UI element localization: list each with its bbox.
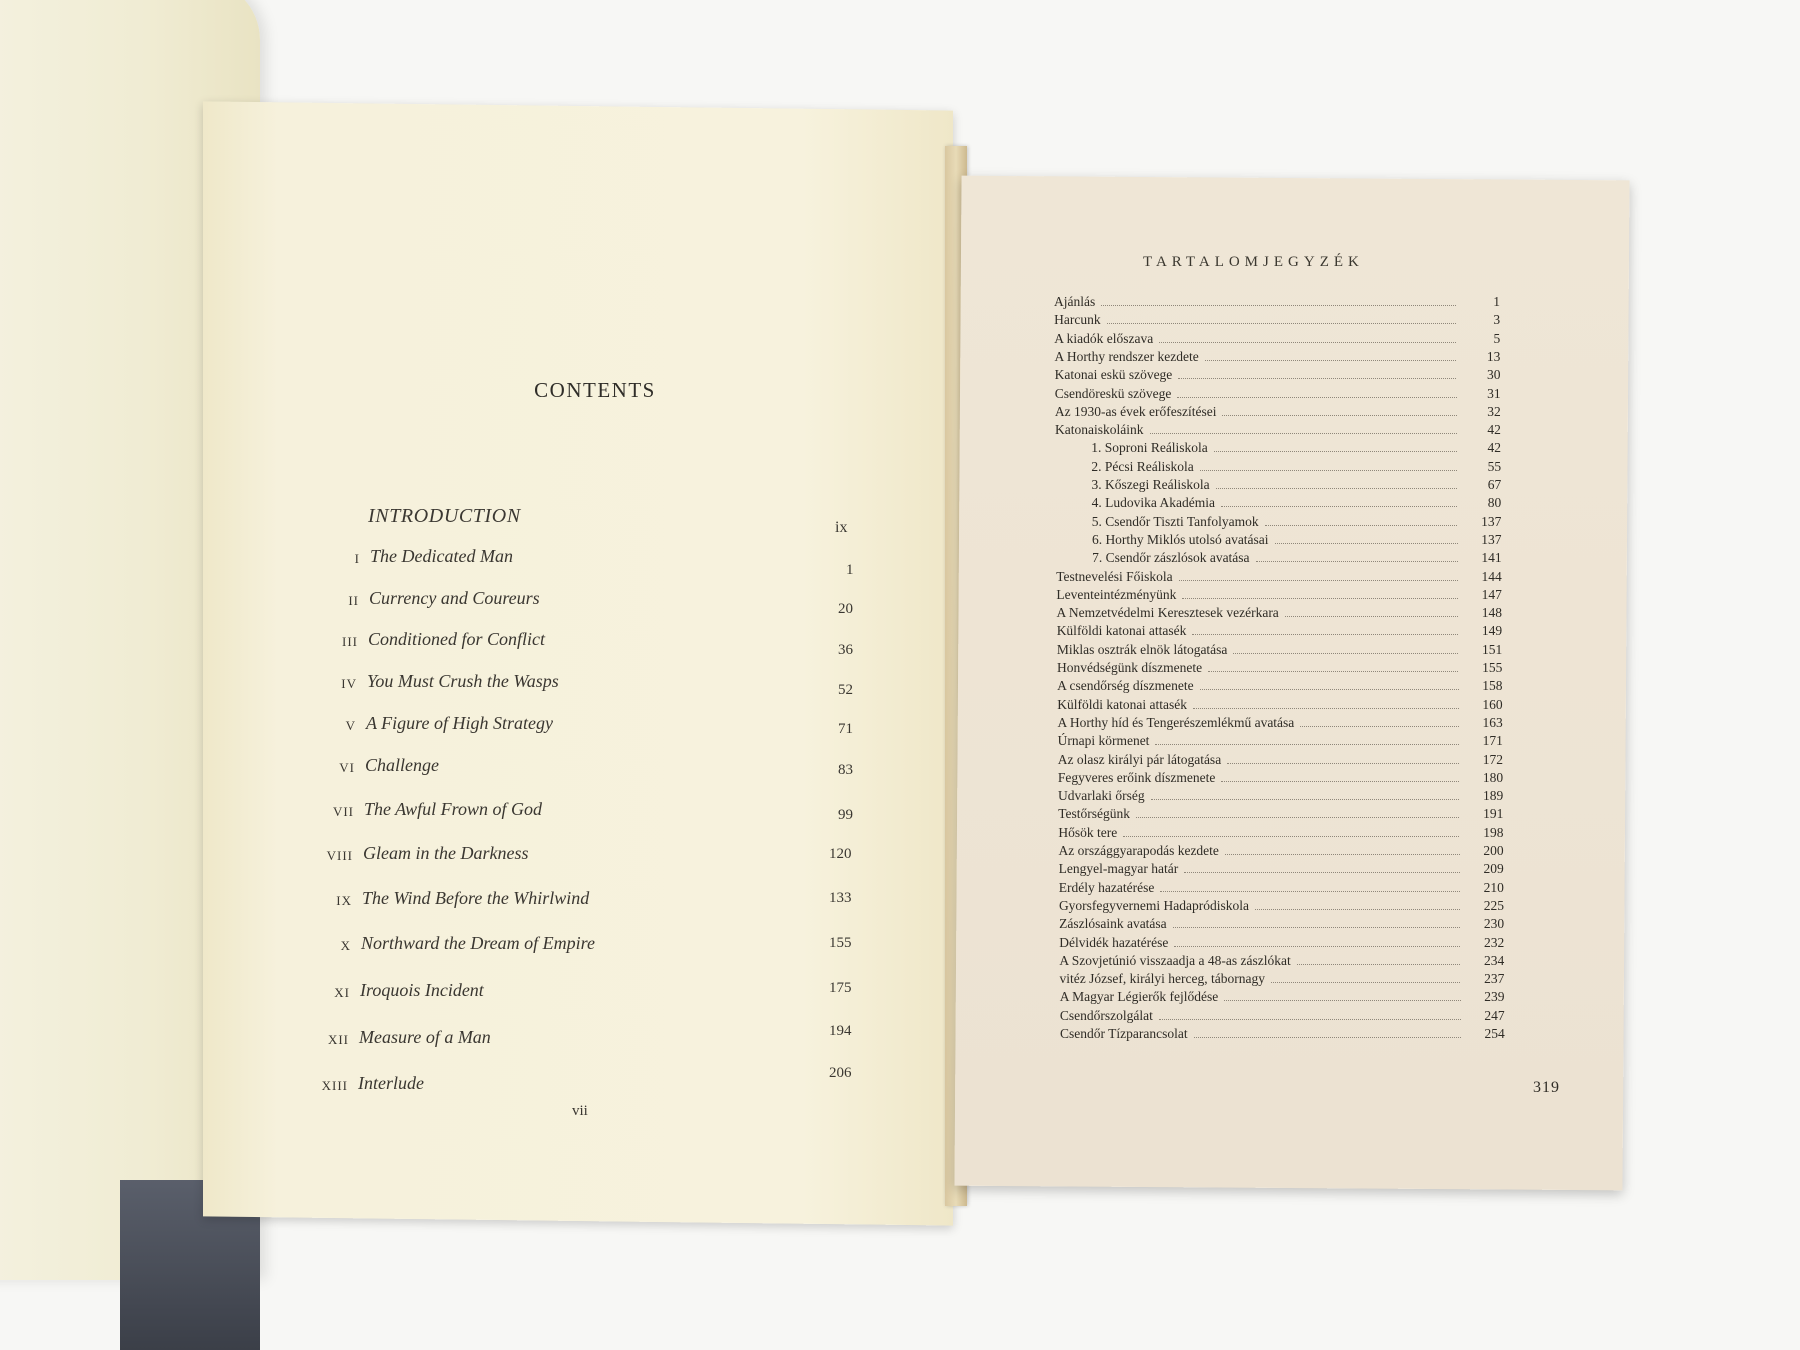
- toc-leader-dots: [1265, 525, 1458, 526]
- toc-entry-page: 171: [1482, 733, 1503, 749]
- toc-entry-page: 42: [1487, 440, 1501, 456]
- toc-entry-label: A kiadók előszava: [1054, 330, 1154, 346]
- toc-entry: [1091, 440, 1501, 458]
- toc-entry-page: 237: [1484, 971, 1505, 987]
- toc-entry-label: 3. Kőszegi Reáliskola: [1091, 477, 1210, 492]
- chapter-title: The Awful Frown of God: [364, 799, 543, 819]
- toc-entry-label: Az országgyarapodás kezdete: [1058, 843, 1219, 858]
- chapter-number: VI: [339, 760, 355, 775]
- toc-entry: [1091, 459, 1501, 477]
- contents-page: [203, 101, 953, 1225]
- chapter-title: The Wind Before the Whirlwind: [362, 888, 590, 908]
- toc-entry-label: A csendőrség díszmenete: [1057, 678, 1194, 694]
- chapter-entry: [348, 588, 540, 614]
- toc-leader-dots: [1224, 1000, 1460, 1001]
- chapter-page-number: 1: [846, 562, 854, 578]
- toc-entry: [1056, 569, 1502, 587]
- chapter-number: XIII: [321, 1078, 348, 1093]
- toc-entry-page: 3: [1493, 312, 1501, 328]
- toc-entry: [1054, 312, 1500, 330]
- toc-entry: [1057, 697, 1502, 715]
- chapter-title: You Must Crush the Wasps: [367, 671, 559, 691]
- toc-leader-dots: [1222, 415, 1456, 416]
- toc-entry-label: Katonai eskü szövege: [1054, 367, 1173, 383]
- toc-entry-label: Miklas osztrák elnök látogatása: [1056, 641, 1228, 657]
- toc-leader-dots: [1300, 726, 1458, 727]
- toc-entry: [1057, 605, 1502, 623]
- toc-entry-page: 232: [1483, 934, 1505, 950]
- toc-entry-label: Erdély hazatérése: [1058, 879, 1155, 895]
- toc-leader-dots: [1155, 744, 1458, 745]
- toc-entry-label: A Horthy híd és Tengerészemlékmű avatása: [1057, 714, 1295, 730]
- toc-entry-page: 1: [1493, 294, 1500, 309]
- chapter-entry: [342, 629, 546, 655]
- chapter-page-number: 175: [829, 980, 852, 996]
- toc-entry: [1055, 422, 1501, 440]
- toc-leader-dots: [1101, 305, 1456, 306]
- chapter-number: III: [342, 634, 358, 649]
- toc-entry-page: 137: [1481, 531, 1502, 547]
- toc-entry-label: A Szovjetúnió visszaadja a 48-as zászlókat: [1059, 952, 1291, 968]
- toc-entry: [1058, 806, 1503, 824]
- chapter-page-number: 83: [838, 762, 853, 778]
- chapter-number: V: [345, 718, 356, 733]
- toc-entry-label: Hősök tere: [1058, 824, 1118, 840]
- toc-leader-dots: [1159, 342, 1456, 343]
- toc-leader-dots: [1151, 799, 1460, 800]
- toc-entry-label: 2. Pécsi Reáliskola: [1091, 458, 1194, 474]
- toc-entry-page: 32: [1487, 403, 1501, 419]
- toc-entry-label: Zászlósaink avatása: [1059, 916, 1167, 932]
- toc-entry-label: Délvidék hazatérése: [1059, 934, 1169, 950]
- toc-entry-label: Testnevelési Főiskola: [1056, 568, 1173, 584]
- chapter-title: Northward the Dream of Empire: [361, 933, 595, 953]
- toc-entry-label: Lengyel-magyar határ: [1058, 861, 1179, 877]
- introduction-page-number: ix: [835, 519, 848, 536]
- toc-leader-dots: [1255, 909, 1460, 910]
- toc-entry: [1054, 294, 1500, 312]
- chapter-title: Challenge: [365, 755, 439, 775]
- toc-entry-page: 180: [1482, 769, 1504, 785]
- chapter-page-number: 99: [838, 807, 853, 823]
- chapter-number: IX: [336, 893, 352, 908]
- chapter-number: II: [348, 593, 359, 608]
- toc-leader-dots: [1184, 872, 1460, 873]
- toc-entry-page: 137: [1481, 513, 1502, 529]
- toc-leader-dots: [1194, 1037, 1461, 1038]
- toc-leader-dots: [1271, 982, 1460, 983]
- toc-entry-page: 254: [1484, 1026, 1505, 1041]
- chapter-title: A Figure of High Strategy: [366, 713, 553, 733]
- toc-leader-dots: [1136, 817, 1459, 818]
- toc-leader-dots: [1200, 470, 1457, 471]
- toc-entry-page: 209: [1483, 861, 1504, 877]
- toc-leader-dots: [1216, 488, 1458, 489]
- chapter-entry: [345, 713, 553, 739]
- toc-entry-label: 6. Horthy Miklós utolsó avatásai: [1091, 531, 1269, 547]
- chapter-entry: [332, 799, 543, 825]
- toc-entry: [1055, 404, 1501, 422]
- toc-leader-dots: [1225, 854, 1460, 855]
- chapter-page-number: 133: [829, 890, 852, 906]
- toc-entry: [1058, 733, 1503, 751]
- toc-entry: [1060, 1026, 1505, 1044]
- toc-leader-dots: [1297, 964, 1461, 965]
- chapter-title: Measure of a Man: [359, 1027, 491, 1047]
- toc-entry: [1057, 678, 1502, 696]
- toc-leader-dots: [1233, 653, 1458, 654]
- toc-entry: [1058, 752, 1503, 770]
- toc-entry-label: Fegyveres erőink díszmenete: [1057, 769, 1216, 785]
- toc-entry: [1057, 623, 1502, 641]
- toc-leader-dots: [1150, 433, 1457, 434]
- toc-entry-label: Csendőr Tízparancsolat: [1060, 1026, 1188, 1041]
- toc-entry-page: 191: [1483, 806, 1504, 822]
- toc-entry-label: Honvédségünk díszmenete: [1057, 660, 1203, 675]
- toc-leader-dots: [1205, 360, 1457, 361]
- chapter-title: Conditioned for Conflict: [368, 629, 546, 649]
- toc-entry-page: 55: [1487, 458, 1502, 474]
- toc-entry-label: Ajánlás: [1054, 294, 1096, 309]
- chapter-page-number: 52: [838, 682, 853, 698]
- toc-entry-page: 198: [1483, 824, 1504, 840]
- toc-leader-dots: [1178, 378, 1456, 379]
- toc-entry: [1092, 550, 1502, 568]
- toc-entry-page: 160: [1482, 696, 1503, 712]
- toc-leader-dots: [1256, 561, 1458, 562]
- toc-entry-label: 1. Soproni Reáliskola: [1091, 440, 1208, 456]
- toc-entry: [1057, 660, 1502, 678]
- toc-entry: [1058, 770, 1503, 788]
- toc-entry-page: 31: [1487, 385, 1501, 401]
- toc-entry-page: 13: [1486, 348, 1501, 364]
- chapter-number: XII: [327, 1032, 349, 1047]
- toc-entry: [1055, 367, 1501, 385]
- chapter-page-number: 36: [838, 642, 853, 658]
- toc-entry-page: 141: [1481, 550, 1502, 566]
- chapter-entry: [334, 980, 484, 1006]
- chapter-page-number: 206: [829, 1065, 852, 1081]
- toc-leader-dots: [1193, 708, 1459, 709]
- toc-entry-label: Csendöreskü szövege: [1054, 385, 1172, 401]
- toc-leader-dots: [1221, 781, 1459, 782]
- toc-entry-label: Harcunk: [1054, 312, 1101, 328]
- toc-entry: [1059, 935, 1504, 953]
- toc-entry-page: 172: [1482, 751, 1503, 767]
- chapter-title: Iroquois Incident: [360, 980, 484, 1000]
- toc-entry-page: 163: [1482, 714, 1503, 730]
- toc-entry: [1054, 349, 1500, 367]
- toc-entry-label: vitéz József, királyi herceg, tábornagy: [1059, 971, 1265, 987]
- toc-entry: [1092, 514, 1502, 532]
- toc-leader-dots: [1182, 598, 1458, 599]
- toc-leader-dots: [1214, 451, 1457, 452]
- toc-entry-page: 247: [1484, 1007, 1505, 1023]
- toc-entry-page: 210: [1483, 879, 1504, 895]
- toc-entry-label: Úrnapi körmenet: [1057, 733, 1150, 749]
- chapter-entry: [354, 546, 513, 572]
- chapter-entry: [340, 933, 595, 959]
- toc-entry-label: Az olasz királyi pár látogatása: [1057, 751, 1222, 767]
- toc-entry-label: 4. Ludovika Akadémia: [1091, 495, 1215, 511]
- toc-entry-page: 147: [1481, 586, 1502, 602]
- chapter-entry: [341, 671, 559, 697]
- toc-entry-label: A Nemzetvédelmi Keresztesek vezérkara: [1056, 605, 1279, 621]
- toc-entry-page: 200: [1483, 843, 1504, 858]
- toc-entry: [1059, 843, 1504, 861]
- toc-entry-page: 239: [1484, 989, 1505, 1005]
- contents-heading: CONTENTS: [534, 378, 656, 402]
- toc-entry-page: 155: [1482, 660, 1503, 675]
- toc-entry-page: 144: [1481, 568, 1502, 584]
- chapter-title: Gleam in the Darkness: [363, 843, 529, 863]
- toc-entry-label: Külföldi katonai attasék: [1057, 696, 1188, 712]
- chapter-entry: [336, 888, 590, 914]
- tartalomjegyzek-heading: TARTALOMJEGYZÉK: [1143, 254, 1364, 270]
- toc-entry-label: Leventeintézményünk: [1056, 586, 1177, 602]
- left-page-folio: vii: [572, 1103, 588, 1119]
- toc-entry: [1058, 788, 1503, 806]
- chapter-title: Interlude: [358, 1073, 424, 1093]
- toc-entry: [1058, 825, 1503, 843]
- chapter-number: I: [354, 551, 360, 566]
- chapter-entry: [327, 1027, 491, 1053]
- toc-leader-dots: [1160, 891, 1459, 892]
- toc-entry: [1060, 989, 1505, 1007]
- toc-entry: [1056, 587, 1502, 605]
- chapter-number: IV: [341, 676, 357, 691]
- toc-entry-label: 5. Csendőr Tiszti Tanfolyamok: [1091, 513, 1259, 529]
- toc-leader-dots: [1221, 506, 1457, 507]
- toc-entry-label: Az 1930-as évek erőfeszítései: [1054, 403, 1217, 419]
- toc-leader-dots: [1208, 671, 1458, 672]
- toc-entry: [1059, 861, 1504, 879]
- toc-leader-dots: [1200, 689, 1459, 690]
- toc-entry-label: Gyorsfegyvernemi Hadapródiskola: [1058, 897, 1250, 913]
- toc-leader-dots: [1179, 580, 1458, 581]
- toc-entry-page: 234: [1484, 952, 1505, 968]
- introduction-label: INTRODUCTION: [368, 505, 521, 527]
- toc-leader-dots: [1275, 543, 1458, 544]
- right-page-folio: 319: [1533, 1079, 1560, 1096]
- chapter-page-number: 194: [829, 1023, 852, 1039]
- toc-entry: [1059, 898, 1504, 916]
- toc-entry: [1092, 532, 1502, 550]
- toc-entry: [1057, 642, 1502, 660]
- toc-entry: [1059, 880, 1504, 898]
- chapter-entry: [326, 843, 529, 869]
- chapter-page-number: 155: [829, 935, 852, 951]
- toc-leader-dots: [1123, 836, 1459, 837]
- chapter-entry: [339, 755, 439, 781]
- toc-leader-dots: [1107, 323, 1456, 324]
- toc-entry-page: 80: [1487, 495, 1502, 511]
- toc-entry: [1060, 971, 1505, 989]
- toc-entry-page: 158: [1482, 678, 1503, 694]
- toc-entry-label: A Horthy rendszer kezdete: [1054, 348, 1199, 364]
- toc-entry-page: 42: [1487, 422, 1501, 438]
- chapter-number: X: [340, 938, 351, 953]
- toc-leader-dots: [1177, 397, 1456, 398]
- toc-entry-page: 67: [1487, 477, 1502, 492]
- toc-entry-label: A Magyar Légierők fejlődése: [1059, 989, 1219, 1005]
- toc-entry-label: Udvarlaki őrség: [1058, 788, 1145, 804]
- toc-leader-dots: [1173, 927, 1460, 928]
- toc-entry-page: 30: [1486, 367, 1501, 383]
- chapter-number: XI: [334, 985, 350, 1000]
- chapter-page-number: 120: [829, 846, 852, 862]
- toc-leader-dots: [1174, 946, 1460, 947]
- toc-entry-page: 5: [1493, 330, 1501, 346]
- toc-entry-label: Katonaiskoláink: [1055, 422, 1144, 438]
- toc-leader-dots: [1227, 763, 1459, 764]
- toc-entry-label: 7. Csendőr zászlósok avatása: [1092, 550, 1250, 566]
- toc-entry: [1059, 953, 1504, 971]
- toc-entry-page: 149: [1481, 623, 1503, 639]
- toc-entry: [1054, 331, 1500, 349]
- chapter-page-number: 20: [838, 601, 853, 617]
- toc-entry-label: Külföldi katonai attasék: [1056, 623, 1187, 639]
- toc-entry-page: 151: [1482, 641, 1503, 657]
- chapter-title: Currency and Coureurs: [369, 588, 540, 608]
- toc-entry: [1055, 386, 1501, 404]
- toc-entry-page: 230: [1483, 916, 1505, 932]
- toc-entry: [1092, 495, 1502, 513]
- toc-entry-label: Csendőrszolgálat: [1059, 1007, 1153, 1023]
- toc-entry: [1060, 1008, 1505, 1026]
- chapter-page-number: 71: [838, 721, 853, 737]
- toc-entry-page: 225: [1483, 897, 1504, 913]
- chapter-number: VIII: [326, 848, 353, 863]
- toc-entry-label: Testőrségünk: [1058, 806, 1130, 822]
- toc-entry: [1059, 916, 1504, 934]
- chapter-number: VII: [332, 804, 354, 819]
- toc-leader-dots: [1285, 616, 1458, 617]
- toc-entry-page: 189: [1482, 788, 1504, 804]
- toc-entry: [1092, 477, 1502, 495]
- chapter-title: The Dedicated Man: [370, 546, 513, 566]
- chapter-entry: [321, 1073, 424, 1099]
- toc-leader-dots: [1192, 634, 1458, 635]
- toc-entry-page: 148: [1481, 605, 1503, 621]
- toc-leader-dots: [1159, 1019, 1461, 1020]
- toc-entry: [1057, 715, 1502, 733]
